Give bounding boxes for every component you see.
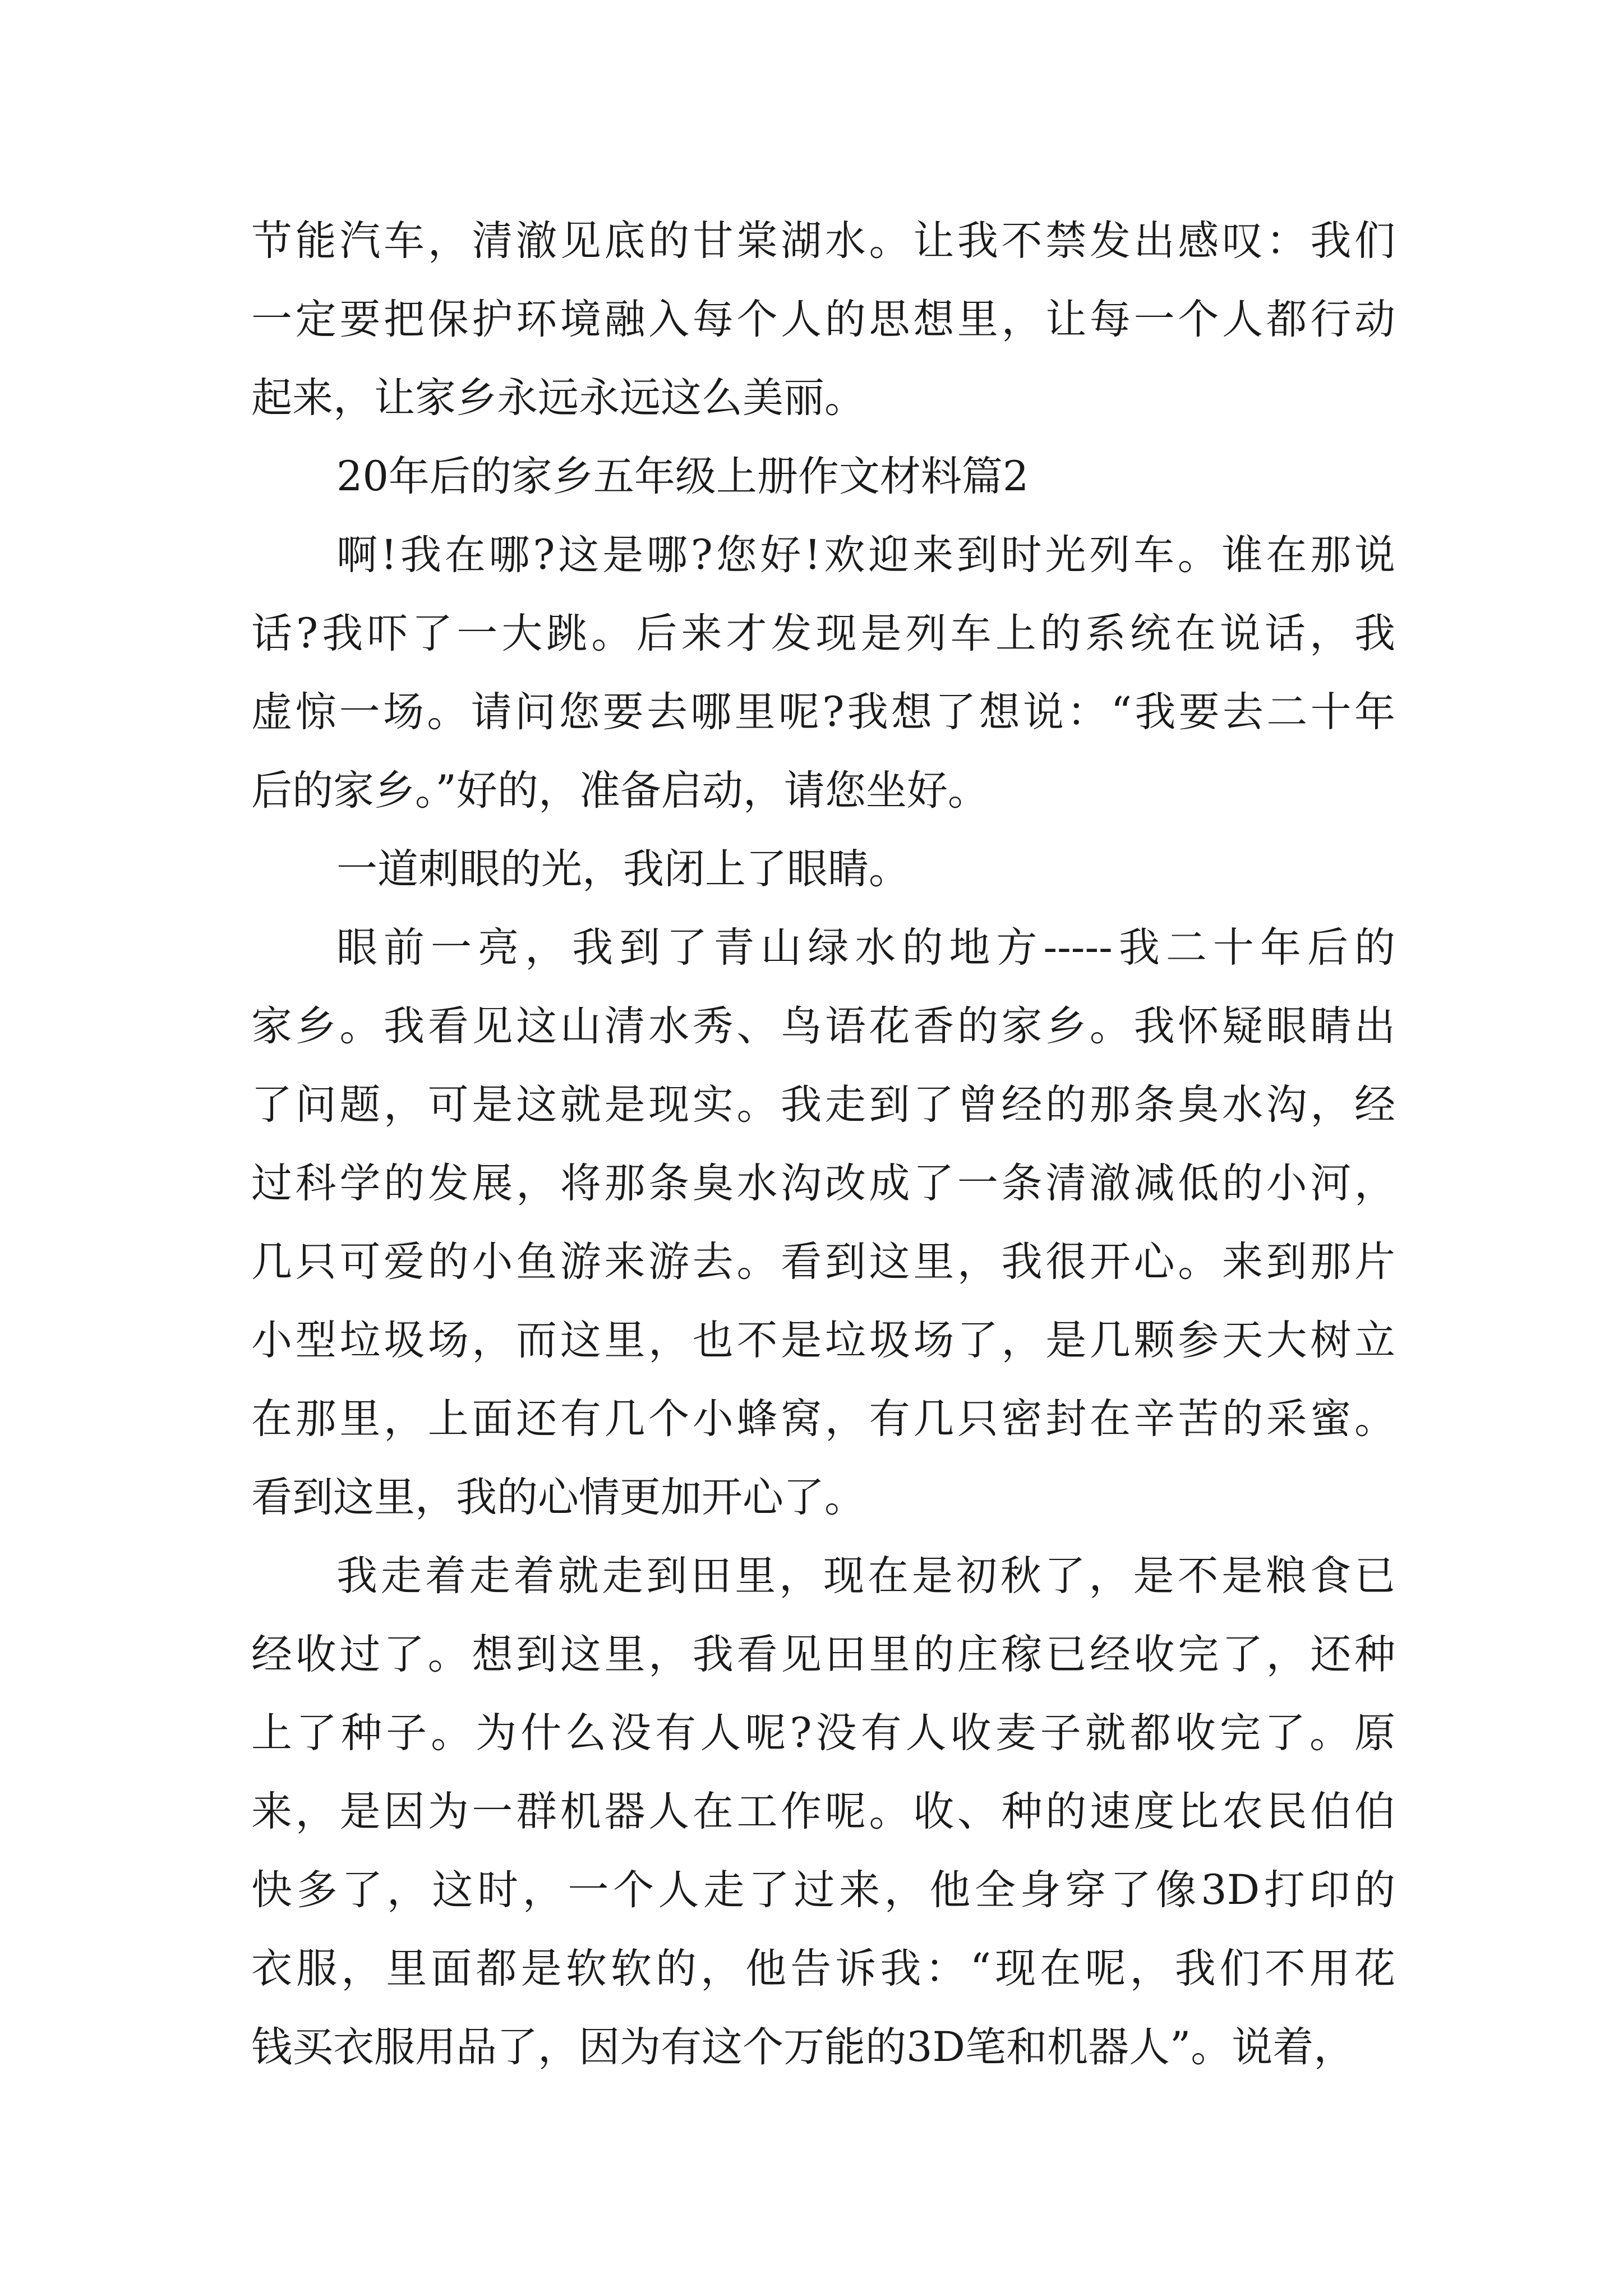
text-line: 后的家乡。”好的，准备启动，请您坐好。 bbox=[251, 767, 989, 815]
text-line: 了问题，可是这就是现实。我走到了曾经的那条臭水沟，经 bbox=[251, 1081, 1395, 1129]
paragraph bbox=[251, 438, 1395, 516]
text-line: 衣服，里面都是软软的，他告诉我：“现在呢，我们不用花 bbox=[251, 1945, 1395, 1993]
text-line: 几只可爱的小鱼游来游去。看到这里，我很开心。来到那片 bbox=[251, 1238, 1395, 1286]
text-line: 起来，让家乡永远永远这么美丽。 bbox=[251, 374, 865, 422]
text-line: 一道刺眼的光，我闭上了眼睛。 bbox=[336, 845, 910, 893]
text-line: 20年后的家乡五年级上册作文材料篇2 bbox=[336, 453, 1029, 500]
text-line: 在那里，上面还有几个小蜂窝，有几只密封在辛苦的采蜜。 bbox=[251, 1395, 1395, 1443]
text-line: 我走着走着就走到田里，现在是初秋了，是不是粮食已 bbox=[336, 1552, 1395, 1600]
paragraph bbox=[251, 909, 1395, 1537]
paragraph bbox=[251, 1537, 1395, 2087]
document-body bbox=[251, 202, 1395, 2087]
paragraph bbox=[251, 202, 1395, 438]
text-line: 啊!我在哪?这是哪?您好!欢迎来到时光列车。谁在那说 bbox=[336, 531, 1395, 579]
text-line: 经收过了。想到这里，我看见田里的庄稼已经收完了，还种 bbox=[251, 1631, 1395, 1678]
paragraph bbox=[251, 516, 1395, 830]
text-line: 过科学的发展，将那条臭水沟改成了一条清澈减低的小河， bbox=[251, 1159, 1395, 1207]
text-line: 看到这里，我的心情更加开心了。 bbox=[251, 1474, 865, 1521]
text-line: 来，是因为一群机器人在工作呢。收、种的速度比农民伯伯 bbox=[251, 1788, 1395, 1835]
text-line: 话?我吓了一大跳。后来才发现是列车上的系统在说话，我 bbox=[251, 610, 1395, 657]
text-line: 钱买衣服用品了，因为有这个万能的3D笔和机器人”。说着， bbox=[251, 2023, 1355, 2071]
text-line: 虚惊一场。请问您要去哪里呢?我想了想说：“我要去二十年 bbox=[251, 688, 1395, 736]
text-line: 眼前一亮，我到了青山绿水的地方-----我二十年后的 bbox=[336, 924, 1395, 972]
text-line: 家乡。我看见这山清水秀、鸟语花香的家乡。我怀疑眼睛出 bbox=[251, 1002, 1395, 1050]
text-line: 节能汽车，清澈见底的甘棠湖水。让我不禁发出感叹：我们 bbox=[251, 217, 1395, 265]
text-line: 快多了，这时，一个人走了过来，他全身穿了像3D打印的 bbox=[251, 1866, 1395, 1914]
text-line: 上了种子。为什么没有人呢?没有人收麦子就都收完了。原 bbox=[251, 1709, 1395, 1757]
paragraph bbox=[251, 830, 1395, 909]
text-line: 一定要把保护环境融入每个人的思想里，让每一个人都行动 bbox=[251, 296, 1395, 343]
text-line: 小型垃圾场，而这里，也不是垃圾场了，是几颗参天大树立 bbox=[251, 1317, 1395, 1364]
